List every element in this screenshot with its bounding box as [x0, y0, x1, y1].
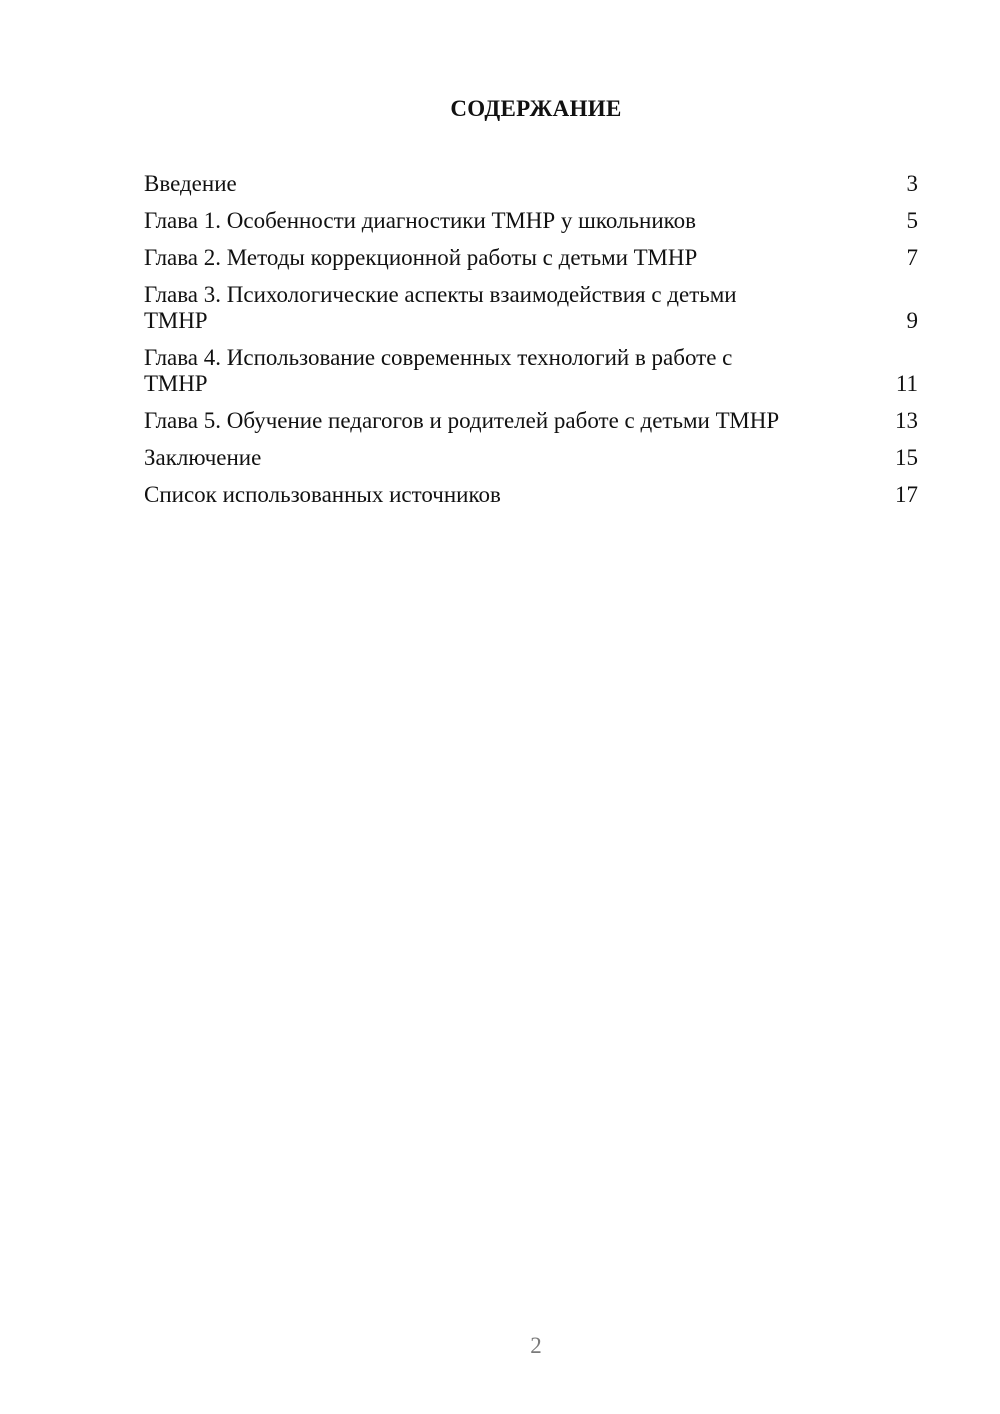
toc-entry-label: Глава 5. Обучение педагогов и родителей работе с детьми ТМНР [144, 408, 780, 433]
toc-entry-conclusion [144, 445, 918, 471]
toc-entry-page: 17 [895, 482, 918, 507]
toc-entry-page: 11 [895, 371, 918, 396]
toc-entry-label: Введение [144, 171, 237, 196]
toc-title: СОДЕРЖАНИЕ [450, 96, 622, 121]
table-of-contents [144, 171, 918, 519]
toc-entry-chapter-2 [144, 245, 918, 271]
toc-entry-chapter-3 [144, 282, 918, 334]
toc-entry-label: Глава 4. Использование современных технологий в работе с ТМНР [144, 345, 733, 396]
toc-entry-chapter-1 [144, 208, 918, 234]
toc-entry-label: Глава 3. Психологические аспекты взаимодействия с детьми ТМНР [144, 282, 737, 333]
toc-entry-label: Глава 1. Особенности диагностики ТМНР у школьников [144, 208, 696, 233]
toc-entry-page: 7 [906, 245, 918, 270]
toc-entry-label: Глава 2. Методы коррекционной работы с детьми ТМНР [144, 245, 698, 270]
toc-entry-page: 3 [906, 171, 918, 196]
toc-entry-page: 5 [906, 208, 918, 233]
toc-entry-introduction [144, 171, 918, 197]
toc-entry-page: 9 [906, 308, 918, 333]
toc-entry-page: 15 [895, 445, 918, 470]
toc-entry-page: 13 [895, 408, 918, 433]
page-number: 2 [530, 1333, 542, 1358]
toc-entry-label: Заключение [144, 445, 262, 470]
toc-entry-references [144, 482, 918, 508]
toc-entry-chapter-4 [144, 345, 918, 397]
toc-entry-label: Список использованных источников [144, 482, 501, 507]
toc-entry-chapter-5 [144, 408, 918, 434]
